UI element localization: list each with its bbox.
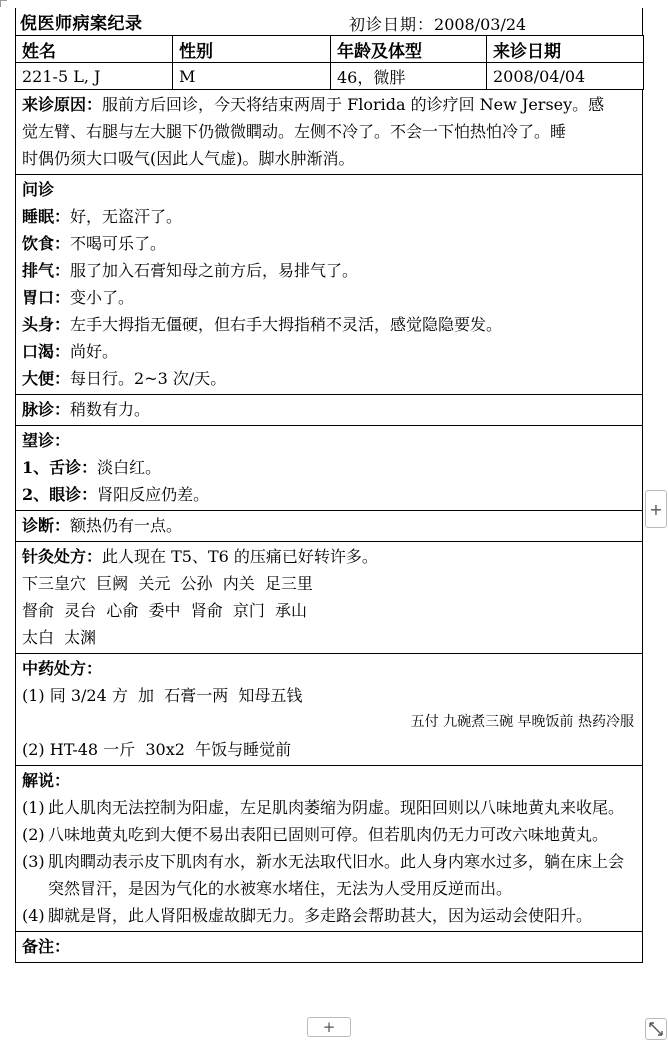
value-visit-date: 2008/04/04 <box>487 63 644 90</box>
acupuncture-points-line-2: 督俞 灵台 心俞 委中 肾俞 京门 承山 <box>22 601 308 620</box>
herbal-item-2: (2) HT-48 一斤 30x2 午饭与睡觉前 <box>22 740 292 759</box>
inquiry-sleep-label: 睡眠： <box>22 207 71 226</box>
inquiry-diet <box>22 230 638 257</box>
add-column-button[interactable] <box>645 490 667 528</box>
inquiry-appetite <box>22 284 638 311</box>
explanation-item-number: (3) <box>22 852 45 871</box>
herbal-item-1: (1) 同 3/24 方 加 石膏一两 知母五钱 <box>22 686 303 705</box>
explanation-label: 解说： <box>22 771 71 790</box>
visit-reason-line-2: 觉左臂、右腿与左大腿下仍微微瞤动。左侧不冷了。不会一下怕热怕冷了。睡 <box>22 122 567 141</box>
explanation-item-number: (1) <box>22 798 45 817</box>
add-row-button[interactable] <box>307 1017 351 1037</box>
inquiry-appetite-text: 变小了。 <box>70 288 135 307</box>
explanation-item <box>22 902 638 929</box>
case-record-document <box>15 8 643 963</box>
first-visit-date <box>349 12 526 35</box>
explanation-item-number: (4) <box>22 906 45 925</box>
herbal-instructions: 五付 九碗煮三碗 早晚饭前 热药冷服 <box>410 714 634 730</box>
herbal-label: 中药处方： <box>22 659 103 678</box>
explanation-section <box>15 766 643 932</box>
header-name: 姓名 <box>16 36 173 63</box>
resize-arrows-icon <box>646 1019 666 1039</box>
inquiry-head-body-label: 头身： <box>22 315 71 334</box>
title-row <box>15 8 643 35</box>
pulse-text: 稍数有力。 <box>70 400 151 419</box>
explanation-item <box>22 794 638 821</box>
observation-tongue-text: 淡白红。 <box>97 458 162 477</box>
observation-eye-label: 2、眼诊： <box>22 485 98 504</box>
first-visit-label: 初诊日期： <box>349 15 435 34</box>
plus-icon: + <box>322 1018 336 1036</box>
observation-eye <box>22 481 638 508</box>
patient-info-header-row <box>16 36 644 63</box>
visit-reason-label: 来诊原因： <box>22 95 103 114</box>
observation-tongue <box>22 454 638 481</box>
explanation-item-text: 肌肉瞤动表示皮下肌肉有水，新水无法取代旧水。此人身内寒水过多，躺在床上会突然冒汗，是因为气化的水被寒水堵住，无法为人受用反逆而出。 <box>48 852 625 898</box>
observation-eye-text: 肾阳反应仍差。 <box>97 485 210 504</box>
acupuncture-points-line-1: 下三皇穴 巨阙 关元 公孙 内关 足三里 <box>22 574 313 593</box>
header-age-build: 年龄及体型 <box>331 36 487 63</box>
inquiry-stool-text: 每日行。2~3 次/天。 <box>70 369 227 388</box>
observation-section <box>15 426 643 511</box>
explanation-item-text: 此人肌肉无法控制为阳虚，左足肌肉萎缩为阴虚。现阳回则以八味地黄丸来收尾。 <box>48 798 625 817</box>
explanation-item <box>22 848 638 902</box>
inquiry-stool-label: 大便： <box>22 369 71 388</box>
inquiry-appetite-label: 胃口： <box>22 288 71 307</box>
explanation-item-number: (2) <box>22 825 45 844</box>
value-name: 221-5 L, J <box>16 63 173 90</box>
explanation-item <box>22 821 638 848</box>
inquiry-head-body-text: 左手大拇指无僵硬，但右手大拇指稍不灵活，感觉隐隐要发。 <box>70 315 503 334</box>
inquiry-sleep <box>22 203 638 230</box>
document-title: 倪医师病案纪录 <box>20 14 143 34</box>
inquiry-heading: 问诊 <box>22 180 55 199</box>
inquiry-head-body <box>22 311 638 338</box>
herbal-section <box>15 654 643 766</box>
pulse-section <box>15 395 643 426</box>
value-age-build: 46，微胖 <box>331 63 487 90</box>
inquiry-gas-text: 服了加入石膏知母之前方后，易排气了。 <box>70 261 359 280</box>
page-corner-mark <box>0 0 7 7</box>
explanation-item-text: 八味地黄丸吃到大便不易出表阳已固则可停。但若肌肉仍无力可改六味地黄丸。 <box>48 825 609 844</box>
resize-handle-icon[interactable] <box>645 1018 667 1040</box>
diagnosis-text: 额热仍有一点。 <box>70 516 183 535</box>
diagnosis-section <box>15 511 643 542</box>
inquiry-diet-text: 不喝可乐了。 <box>70 234 167 253</box>
header-visit-date: 来诊日期 <box>487 36 644 63</box>
first-visit-value: 2008/03/24 <box>434 15 527 34</box>
inquiry-stool <box>22 365 638 392</box>
explanation-item-text: 脚就是肾，此人肾阳极虚故脚无力。多走路会帮助甚大，因为运动会使阳升。 <box>48 906 593 925</box>
inquiry-diet-label: 饮食： <box>22 234 71 253</box>
plus-icon: + <box>649 499 663 519</box>
value-sex: M <box>173 63 331 90</box>
observation-tongue-label: 1、舌诊： <box>22 458 98 477</box>
inquiry-thirst-text: 尚好。 <box>70 342 119 361</box>
pulse-label: 脉诊： <box>22 400 71 419</box>
diagnosis-label: 诊断： <box>22 516 71 535</box>
inquiry-thirst-label: 口渴： <box>22 342 71 361</box>
visit-reason-line-3: 时偶仍须大口吸气(因此人气虚)。脚水肿渐消。 <box>22 149 355 168</box>
header-sex: 性别 <box>173 36 331 63</box>
inquiry-thirst <box>22 338 638 365</box>
acupuncture-section <box>15 542 643 654</box>
visit-reason-line-1: 服前方后回诊，今天将结束两周于 Florida 的诊疗回 New Jersey。感 <box>102 95 605 114</box>
inquiry-section <box>15 175 643 395</box>
acupuncture-text: 此人现在 T5、T6 的压痛已好转许多。 <box>102 547 378 566</box>
patient-info-value-row <box>16 63 644 90</box>
notes-label: 备注： <box>22 937 71 956</box>
inquiry-sleep-text: 好，无盗汗了。 <box>70 207 183 226</box>
acupuncture-points-line-3: 太白 太渊 <box>22 628 97 647</box>
notes-section <box>15 932 643 963</box>
observation-heading: 望诊： <box>22 431 71 450</box>
inquiry-gas <box>22 257 638 284</box>
acupuncture-label: 针灸处方： <box>22 547 103 566</box>
patient-info-table <box>15 35 644 90</box>
visit-reason-section <box>15 90 643 175</box>
inquiry-gas-label: 排气： <box>22 261 71 280</box>
